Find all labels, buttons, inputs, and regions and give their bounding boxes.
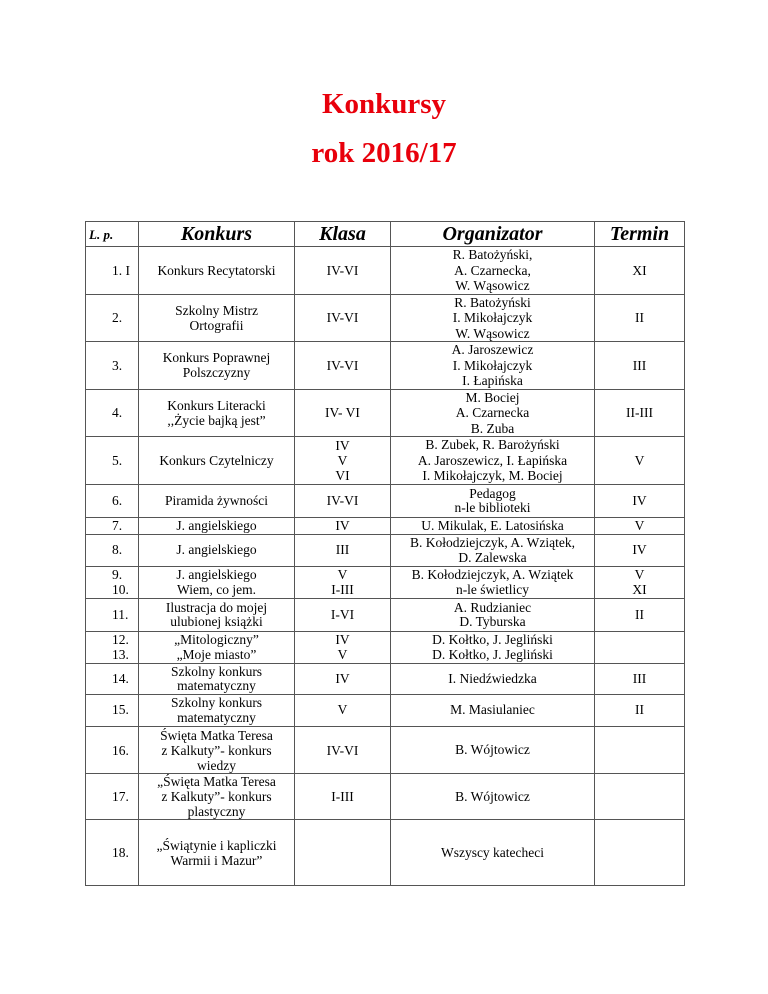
cell-organizator: Wszyscy katecheci bbox=[391, 820, 595, 886]
cell-konkurs: „Mitologiczny” „Moje miasto” bbox=[139, 632, 295, 664]
contests-table bbox=[85, 221, 685, 886]
header-termin: Termin bbox=[595, 222, 685, 247]
cell-lp: 5. bbox=[86, 437, 139, 485]
table-row bbox=[86, 342, 685, 390]
cell-termin: II-III bbox=[595, 389, 685, 437]
header-klasa: Klasa bbox=[295, 222, 391, 247]
cell-lp: 18. bbox=[86, 820, 139, 886]
cell-konkurs: Piramida żywności bbox=[139, 485, 295, 518]
cell-konkurs: J. angielskiego bbox=[139, 535, 295, 567]
cell-lp: 4. bbox=[86, 389, 139, 437]
table-row bbox=[86, 437, 685, 485]
header-lp: L. p. bbox=[86, 222, 139, 247]
cell-klasa: IV-VI bbox=[295, 294, 391, 342]
table-body bbox=[86, 247, 685, 886]
table-row bbox=[86, 695, 685, 727]
cell-klasa: V I-III bbox=[295, 567, 391, 599]
cell-konkurs: Konkurs Recytatorski bbox=[139, 247, 295, 295]
cell-organizator: A. Jaroszewicz I. Mikołajczyk I. Łapińska bbox=[391, 342, 595, 390]
cell-konkurs: „Święta Matka Teresa z Kalkuty”- konkurs plastyczny bbox=[139, 774, 295, 820]
cell-termin: II bbox=[595, 599, 685, 632]
cell-organizator: A. Rudzianiec D. Tyburska bbox=[391, 599, 595, 632]
cell-klasa: I-III bbox=[295, 774, 391, 820]
cell-termin: V bbox=[595, 518, 685, 535]
cell-termin: IV bbox=[595, 535, 685, 567]
cell-klasa: IV-VI bbox=[295, 485, 391, 518]
cell-organizator: D. Kołtko, J. Jegliński D. Kołtko, J. Jegliński bbox=[391, 632, 595, 664]
table-row bbox=[86, 535, 685, 567]
cell-konkurs: Szkolny Mistrz Ortografii bbox=[139, 294, 295, 342]
cell-organizator: B. Zubek, R. Barożyński A. Jaroszewicz, I. Łapińska I. Mikołajczyk, M. Bociej bbox=[391, 437, 595, 485]
cell-termin bbox=[595, 820, 685, 886]
cell-klasa: IV bbox=[295, 664, 391, 695]
cell-konkurs: Szkolny konkurs matematyczny bbox=[139, 664, 295, 695]
table-row bbox=[86, 820, 685, 886]
cell-klasa: IV-VI bbox=[295, 247, 391, 295]
cell-lp: 14. bbox=[86, 664, 139, 695]
cell-lp: 1. I bbox=[86, 247, 139, 295]
cell-organizator: B. Wójtowicz bbox=[391, 774, 595, 820]
cell-organizator: M. Bociej A. Czarnecka B. Zuba bbox=[391, 389, 595, 437]
cell-termin bbox=[595, 727, 685, 774]
cell-lp: 17. bbox=[86, 774, 139, 820]
cell-organizator: B. Kołodziejczyk, A. Wziątek, D. Zalewska bbox=[391, 535, 595, 567]
table-row bbox=[86, 294, 685, 342]
cell-konkurs: Konkurs Czytelniczy bbox=[139, 437, 295, 485]
cell-lp: 9. 10. bbox=[86, 567, 139, 599]
table-row bbox=[86, 599, 685, 632]
table-row bbox=[86, 774, 685, 820]
cell-lp: 16. bbox=[86, 727, 139, 774]
cell-klasa: I-VI bbox=[295, 599, 391, 632]
cell-konkurs: J. angielskiego bbox=[139, 518, 295, 535]
page-title: Konkursy bbox=[321, 88, 447, 120]
cell-organizator: B. Wójtowicz bbox=[391, 727, 595, 774]
cell-lp: 15. bbox=[86, 695, 139, 727]
cell-klasa: IV-VI bbox=[295, 342, 391, 390]
table-row bbox=[86, 727, 685, 774]
cell-lp: 7. bbox=[86, 518, 139, 535]
cell-termin: IV bbox=[595, 485, 685, 518]
cell-lp: 3. bbox=[86, 342, 139, 390]
cell-klasa bbox=[295, 820, 391, 886]
table-row bbox=[86, 247, 685, 295]
cell-lp: 11. bbox=[86, 599, 139, 632]
table-row bbox=[86, 567, 685, 599]
cell-organizator: Pedagog n-le biblioteki bbox=[391, 485, 595, 518]
cell-organizator: I. Niedźwiedzka bbox=[391, 664, 595, 695]
cell-termin bbox=[595, 774, 685, 820]
cell-organizator: R. Batożyński, A. Czarnecka, W. Wąsowicz bbox=[391, 247, 595, 295]
cell-organizator: B. Kołodziejczyk, A. Wziątek n-le świetlicy bbox=[391, 567, 595, 599]
header-konkurs: Konkurs bbox=[139, 222, 295, 247]
cell-klasa: III bbox=[295, 535, 391, 567]
cell-klasa: V bbox=[295, 695, 391, 727]
header-row bbox=[86, 222, 685, 247]
cell-termin: III bbox=[595, 342, 685, 390]
cell-termin: II bbox=[595, 294, 685, 342]
cell-organizator: M. Masiulaniec bbox=[391, 695, 595, 727]
cell-konkurs: J. angielskiego Wiem, co jem. bbox=[139, 567, 295, 599]
cell-termin: XI bbox=[595, 247, 685, 295]
table-row bbox=[86, 664, 685, 695]
cell-klasa: IV-VI bbox=[295, 727, 391, 774]
cell-lp: 8. bbox=[86, 535, 139, 567]
cell-konkurs: Święta Matka Teresa z Kalkuty”- konkurs wiedzy bbox=[139, 727, 295, 774]
cell-termin bbox=[595, 632, 685, 664]
cell-klasa: IV- VI bbox=[295, 389, 391, 437]
table-row bbox=[86, 389, 685, 437]
cell-lp: 6. bbox=[86, 485, 139, 518]
cell-klasa: IV V bbox=[295, 632, 391, 664]
table-row bbox=[86, 632, 685, 664]
table-row bbox=[86, 518, 685, 535]
cell-klasa: IV bbox=[295, 518, 391, 535]
cell-organizator: R. Batożyński I. Mikołajczyk W. Wąsowicz bbox=[391, 294, 595, 342]
cell-organizator: U. Mikulak, E. Latosińska bbox=[391, 518, 595, 535]
cell-konkurs: Ilustracja do mojej ulubionej książki bbox=[139, 599, 295, 632]
cell-lp: 2. bbox=[86, 294, 139, 342]
cell-konkurs: „Świątynie i kapliczki Warmii i Mazur” bbox=[139, 820, 295, 886]
cell-termin: III bbox=[595, 664, 685, 695]
cell-klasa: IV V VI bbox=[295, 437, 391, 485]
cell-termin: II bbox=[595, 695, 685, 727]
cell-termin: V XI bbox=[595, 567, 685, 599]
header-organizator: Organizator bbox=[391, 222, 595, 247]
cell-lp: 12. 13. bbox=[86, 632, 139, 664]
table-row bbox=[86, 485, 685, 518]
cell-konkurs: Szkolny konkurs matematyczny bbox=[139, 695, 295, 727]
cell-konkurs: Konkurs Literacki ,,Życie bajką jest” bbox=[139, 389, 295, 437]
cell-konkurs: Konkurs Poprawnej Polszczyzny bbox=[139, 342, 295, 390]
page-subtitle: rok 2016/17 bbox=[311, 137, 457, 169]
cell-termin: V bbox=[595, 437, 685, 485]
